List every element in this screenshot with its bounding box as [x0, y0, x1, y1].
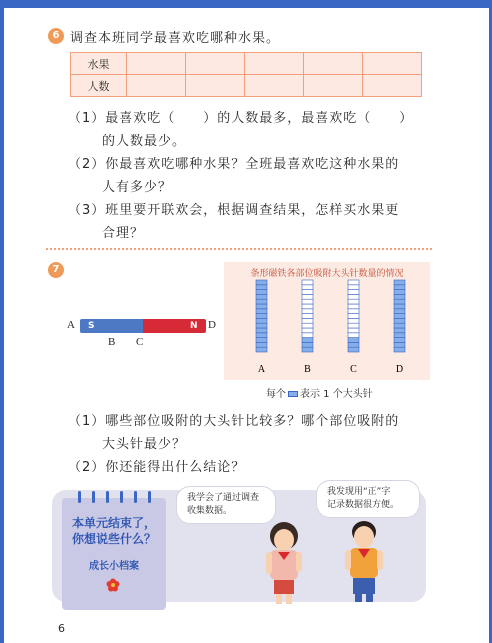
pin-cell-filled — [256, 299, 267, 304]
page-number: 6 — [58, 622, 65, 635]
pin-cell-empty — [348, 299, 359, 304]
pin-cell-filled — [348, 347, 359, 352]
pin-cell-filled — [256, 304, 267, 309]
pin-cell-filled — [394, 280, 405, 285]
table-header-count: 人数 — [71, 75, 127, 97]
pin-cell-empty — [348, 304, 359, 309]
table-row — [71, 75, 422, 97]
q6-item-1-line-1: （1）最喜欢吃（ ）的人数最多，最喜欢吃（ ） — [68, 111, 414, 126]
pin-cell-filled — [256, 333, 267, 338]
q6-item-3-line-2: 合理？ — [102, 226, 145, 241]
pin-cell-filled — [256, 294, 267, 299]
pin-cell-empty — [348, 328, 359, 333]
speech-bubble-boy — [316, 480, 420, 518]
pin-cell-empty — [302, 328, 313, 333]
pin-cell-filled — [394, 318, 405, 323]
pin-cell-empty — [348, 294, 359, 299]
pin-cell-filled — [394, 299, 405, 304]
pin-cell-filled — [256, 338, 267, 343]
girl-illustration — [254, 520, 314, 604]
chart-category-label: B — [304, 364, 311, 375]
boy-illustration — [336, 518, 392, 602]
pin-cell-filled — [394, 347, 405, 352]
pin-cell-filled — [394, 314, 405, 319]
question-6-number: 6 — [48, 28, 64, 44]
bar-magnet-illustration — [80, 319, 206, 333]
speech-girl-line-2: 收集数据。 — [187, 506, 233, 516]
pin-cell-empty — [348, 309, 359, 314]
notebook-ring — [148, 491, 151, 503]
chart-category-label: D — [395, 364, 404, 375]
pin-cell-empty — [348, 323, 359, 328]
table-cell[interactable] — [304, 75, 363, 97]
pin-cell-empty — [302, 280, 313, 285]
pin-cell-empty — [302, 318, 313, 323]
legend-swatch — [288, 391, 298, 397]
pin-cell-empty — [302, 294, 313, 299]
table-cell[interactable] — [245, 53, 304, 75]
pin-cell-filled — [348, 342, 359, 347]
notebook-ring — [106, 491, 109, 503]
pin-cell-empty — [302, 299, 313, 304]
pin-cell-empty — [348, 280, 359, 285]
pin-cell-empty — [348, 290, 359, 295]
pin-cell-filled — [302, 338, 313, 343]
pin-cell-empty — [348, 285, 359, 290]
speech-boy-line-1: 我发现用“正”字 — [327, 487, 391, 497]
table-cell[interactable] — [245, 75, 304, 97]
speech-bubble-girl — [176, 486, 276, 524]
pin-cell-empty — [302, 304, 313, 309]
speech-boy-line-2: 记录数据很方便。 — [327, 500, 400, 510]
pin-cell-filled — [256, 314, 267, 319]
table-cell[interactable] — [186, 53, 245, 75]
pin-cell-filled — [256, 318, 267, 323]
question-6-prompt: 调查本班同学最喜欢吃哪种水果。 — [70, 31, 281, 46]
pin-cell-empty — [302, 333, 313, 338]
pin-cell-filled — [394, 342, 405, 347]
magnet-pole-s: S — [88, 321, 95, 331]
page-frame-left — [0, 0, 4, 643]
q7-item-1-line-2: 大头针最少？ — [102, 437, 187, 452]
pin-cell-filled — [256, 347, 267, 352]
pin-cell-empty — [348, 314, 359, 319]
pin-cell-filled — [394, 294, 405, 299]
legend-suffix: 表示 1 个大头针 — [300, 389, 373, 400]
pin-cell-filled — [394, 323, 405, 328]
notebook-line-2: 你想说些什么？ — [71, 532, 156, 546]
q6-item-1-line-2: 的人数最少。 — [102, 134, 187, 149]
table-cell[interactable] — [186, 75, 245, 97]
notebook-subtitle: 成长小档案 — [89, 561, 139, 572]
table-cell[interactable] — [127, 75, 186, 97]
pin-cell-empty — [302, 309, 313, 314]
q6-item-2-line-2: 人有多少？ — [102, 180, 173, 195]
table-row — [71, 53, 422, 75]
pin-cell-empty — [348, 333, 359, 338]
pin-cell-empty — [302, 323, 313, 328]
pin-cell-filled — [394, 290, 405, 295]
notebook-ring — [120, 491, 123, 503]
table-header-fruit: 水果 — [71, 53, 127, 75]
magnet-label-c: C — [136, 336, 144, 348]
pin-cell-empty — [302, 314, 313, 319]
chart-category-label: A — [257, 364, 266, 375]
chart-category-label: C — [350, 364, 357, 375]
pin-cell-filled — [394, 338, 405, 343]
pin-cell-filled — [256, 309, 267, 314]
pin-cell-filled — [348, 338, 359, 343]
pin-cell-empty — [348, 318, 359, 323]
survey-table — [70, 52, 422, 97]
pin-cell-filled — [394, 333, 405, 338]
q6-item-3-line-1: （3）班里要开联欢会，根据调查结果，怎样买水果更 — [68, 203, 400, 218]
speech-girl-line-1: 我学会了通过调查 — [187, 493, 260, 503]
magnet-label-b: B — [108, 336, 116, 348]
pin-cell-filled — [394, 304, 405, 309]
page-frame-top — [0, 0, 492, 8]
table-cell[interactable] — [304, 53, 363, 75]
table-cell[interactable] — [363, 75, 422, 97]
table-cell[interactable] — [127, 53, 186, 75]
pin-cell-empty — [302, 285, 313, 290]
q6-item-2-line-1: （2）你最喜欢吃哪种水果？全班最喜欢吃这种水果的 — [68, 157, 400, 172]
pin-cell-filled — [256, 280, 267, 285]
chart-legend — [266, 385, 373, 400]
pin-cell-filled — [302, 347, 313, 352]
pin-cell-filled — [256, 290, 267, 295]
magnet-label-d: D — [208, 319, 216, 331]
q7-item-2: （2）你还能得出什么结论？ — [68, 460, 246, 475]
pin-cell-filled — [394, 285, 405, 290]
pin-cell-filled — [256, 328, 267, 333]
notebook-line-1: 本单元结束了， — [71, 516, 156, 530]
notebook-ring — [92, 491, 95, 503]
flower-icon — [106, 578, 120, 592]
pin-cell-filled — [394, 309, 405, 314]
magnet-label-a: A — [67, 319, 75, 331]
pin-cell-empty — [302, 290, 313, 295]
table-cell[interactable] — [363, 53, 422, 75]
section-divider — [46, 248, 432, 250]
pin-cell-filled — [256, 285, 267, 290]
notebook-ring — [134, 491, 137, 503]
question-7-number: 7 — [48, 262, 64, 278]
notebook-ring — [78, 491, 81, 503]
pin-cell-filled — [256, 323, 267, 328]
pin-cell-filled — [394, 328, 405, 333]
chart-title: 条形磁铁各部位吸附大头针数量的情况 — [250, 269, 404, 279]
magnet-pole-n: N — [190, 321, 198, 331]
pin-cell-filled — [302, 342, 313, 347]
legend-prefix: 每个 — [266, 389, 286, 400]
pin-bar-chart — [224, 262, 430, 380]
q7-item-1-line-1: （1）哪些部位吸附的大头针比较多？哪个部位吸附的 — [68, 414, 400, 429]
pin-cell-filled — [256, 342, 267, 347]
